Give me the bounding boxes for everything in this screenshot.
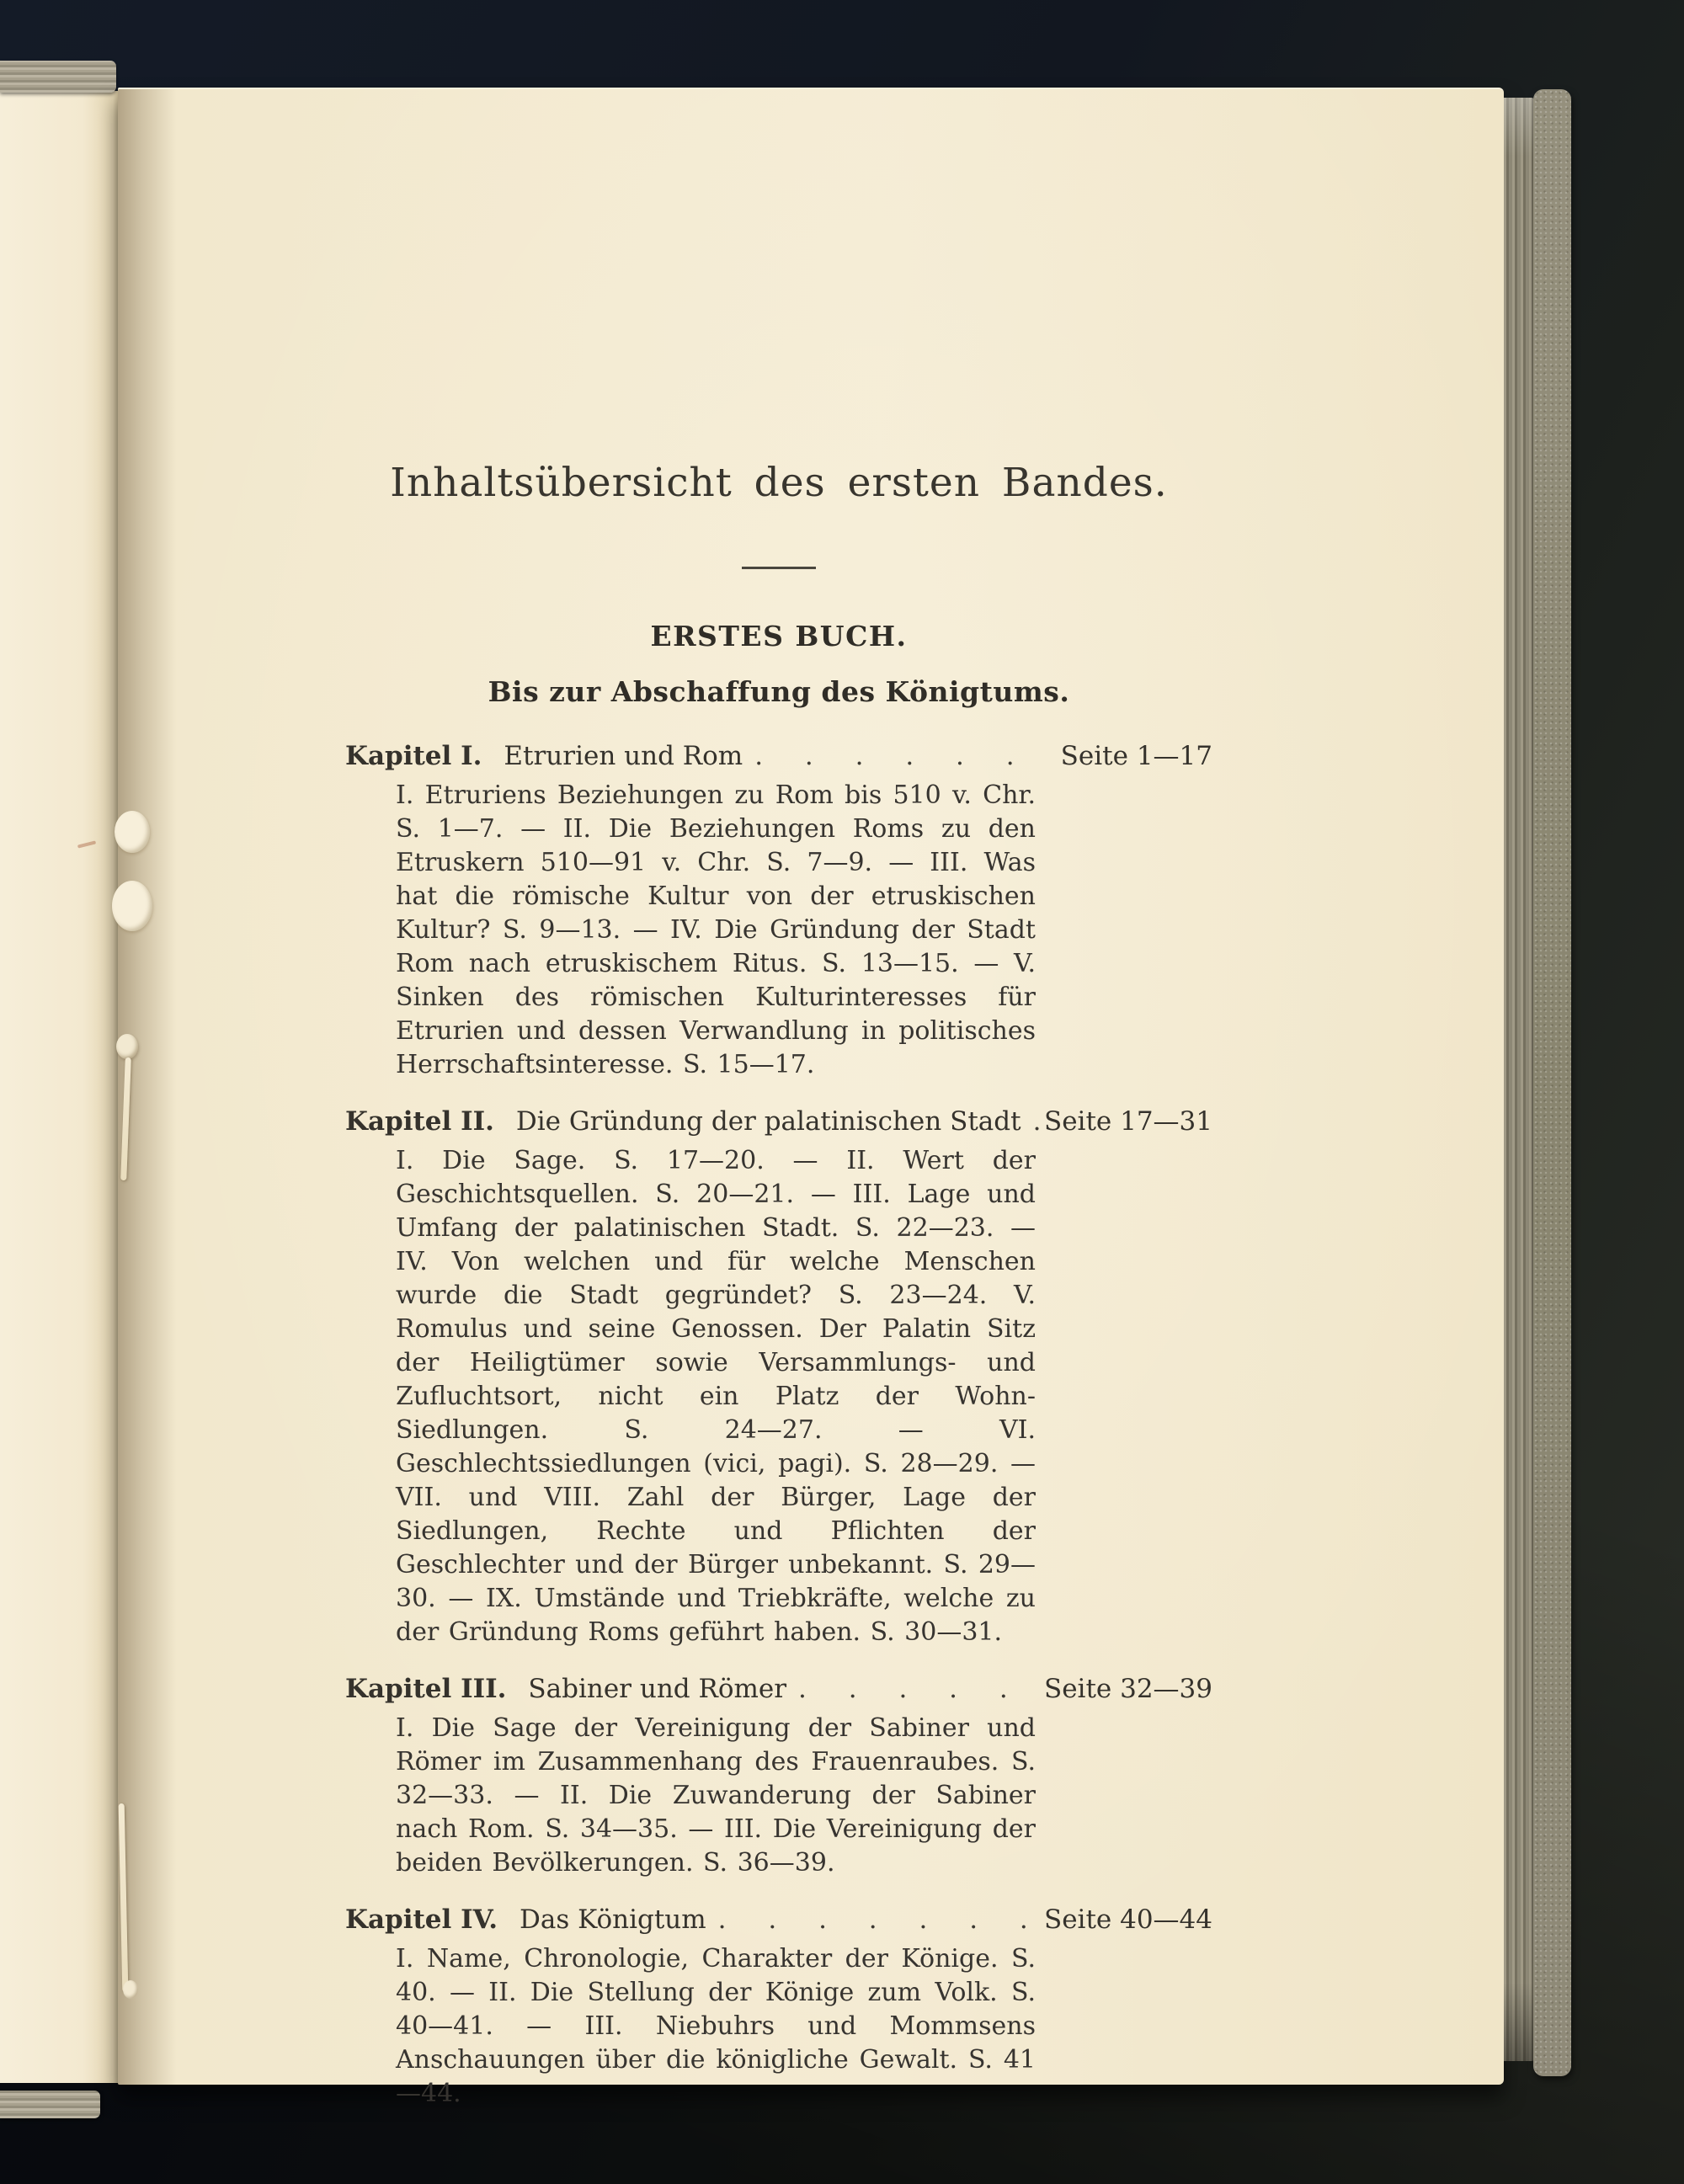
- chapter-label: Kapitel II.: [345, 1106, 494, 1137]
- page-ref: Seite 32—39: [1043, 1674, 1212, 1704]
- chapter-title: Das Königtum: [520, 1904, 706, 1935]
- chapter-title: Die Gründung der palatinischen Stadt: [515, 1106, 1021, 1137]
- page-ref: Seite 1—17: [1060, 741, 1212, 771]
- chapter-summary: I. Die Sage der Vereinigung der Sabiner und Römer im Zusammenhang des Frauenraubes. S. 32—33. — II. Die Zuwanderung der Sabiner nach Rom. S. 34—35. — III. Die Vereinigung der beiden Bevölkerungen. S. 36—39.: [396, 1713, 1036, 1878]
- paper-repair-blob: [115, 811, 150, 853]
- chapter-summary: I. Name, Chronologie, Charakter der Könige. S. 40. — II. Die Stellung der Könige zum Volk. S. 40—41. — III. Niebuhrs und Mommsens Anschauungen über die königliche Gewalt. S. 41—44.: [396, 1944, 1036, 2108]
- dot-leader: [718, 1902, 1039, 1937]
- dot-leader: [1033, 1104, 1039, 1139]
- chapter-summary: I. Etruriens Beziehungen zu Rom bis 510 v. Chr. S. 1—7. — II. Die Beziehungen Roms zu den Etruskern 510—91 v. Chr. S. 7—9. — III. Was hat die römische Kultur von der etruskischen Kultur? S. 9—13. — IV. Die Gründung der Stadt Rom nach etruskischem Ritus. S. 13—15. — V. Sinken des römischen Kulturinteresses für Etrurien und dessen Verwandlung in politisches Herrschaftsinteresse. S. 15—17.: [396, 780, 1036, 1079]
- toc-entry: [345, 1902, 1212, 2111]
- toc-entry-heading: [345, 1902, 1212, 1937]
- chapter-label: Kapitel I.: [345, 741, 482, 771]
- book-page: [118, 88, 1504, 2108]
- chapter-label: Kapitel III.: [345, 1674, 507, 1704]
- toc-entry-heading: [345, 1671, 1212, 1707]
- toc-list: [345, 738, 1212, 2111]
- toc-entry-heading: [345, 738, 1212, 774]
- chapter-title: Sabiner und Römer: [528, 1674, 787, 1704]
- toc-entry: [345, 1104, 1212, 1649]
- cover-cloth-edge: [1533, 89, 1571, 2076]
- stitch-knot: [116, 1034, 138, 1059]
- page-title: Inhaltsübersicht des ersten Bandes.: [390, 460, 1168, 506]
- dot-leader: [754, 738, 1055, 774]
- binding-tape-top: [0, 61, 116, 93]
- paper-repair-blob: [112, 881, 152, 931]
- binding-tape-bottom: [0, 2091, 100, 2118]
- page-ref: Seite 40—44: [1043, 1904, 1212, 1935]
- facing-page-edge: [0, 91, 118, 2083]
- page-stack-edge: [1504, 98, 1534, 2061]
- stitch-thread-tail: [123, 1980, 138, 1999]
- title-divider: [742, 567, 816, 569]
- page-content: [345, 460, 1212, 2133]
- book-subheading: Bis zur Abschaffung des Königtums.: [488, 675, 1070, 708]
- book-heading: ERSTES BUCH.: [650, 620, 908, 653]
- chapter-title: Etrurien und Rom: [504, 741, 743, 771]
- toc-entry: [345, 738, 1212, 1082]
- dot-leader: [798, 1671, 1039, 1707]
- page-ref: Seite 17—31: [1043, 1106, 1212, 1137]
- chapter-label: Kapitel IV.: [345, 1904, 498, 1935]
- chapter-summary: I. Die Sage. S. 17—20. — II. Wert der Geschichtsquellen. S. 20—21. — III. Lage und Umfang der palatinischen Stadt. S. 22—23. — IV. Von welchen und für welche Menschen wurde die Stadt gegründet? S. 23—24. V. Romulus und seine Genossen. Der Palatin Sitz der Heiligtümer sowie Versammlungs- und Zufluchtsort, nicht ein Platz der Wohn-Siedlungen. S. 24—27. — VI. Geschlechtssiedlungen (vici, pagi). S. 28—29. — VII. und VIII. Zahl der Bürger, Lage der Siedlungen, Rechte und Pflichten der Geschlechter und der Bürger unbekannt. S. 29—30. — IX. Umstände und Triebkräfte, welche zu der Gründung Roms geführt haben. S. 30—31.: [396, 1146, 1036, 1647]
- toc-entry-heading: [345, 1104, 1212, 1139]
- toc-entry: [345, 1671, 1212, 1880]
